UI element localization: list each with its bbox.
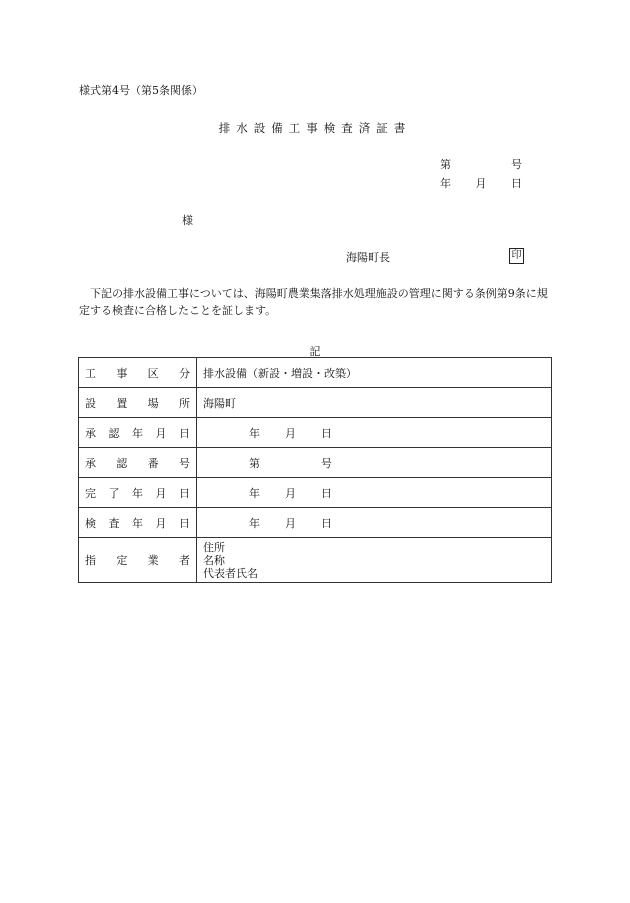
date-line [440, 174, 522, 193]
label-char: 月 [155, 426, 167, 440]
date-month: 月 [285, 486, 296, 500]
seal-mark: 印 [509, 248, 524, 264]
number-suffix: 号 [321, 456, 332, 470]
value-approval-number [197, 448, 552, 478]
label-location [79, 388, 197, 418]
number-prefix: 第 [440, 158, 451, 171]
label-char: 年 [132, 516, 143, 530]
table-row [79, 388, 552, 418]
label-char: 日 [179, 486, 190, 500]
label-char: 認 [108, 426, 120, 440]
label-char: 査 [108, 516, 120, 530]
label-char: 業 [147, 554, 159, 567]
certificate-number-date [440, 155, 522, 193]
label-construction-type [79, 358, 197, 388]
body-text: 下記の排水設備工事については、海陽町農業集落排水処理施設の管理に関する条例第9条に規定する検査に合格したことを証します。 [79, 287, 548, 317]
date-day: 日 [321, 486, 332, 500]
table-row [79, 448, 552, 478]
date-year: 年 [440, 177, 451, 190]
date-month: 月 [475, 177, 487, 190]
table-row [79, 478, 552, 508]
date-day: 日 [321, 426, 332, 440]
number-suffix: 号 [511, 158, 522, 171]
label-char: 者 [178, 554, 190, 567]
number-prefix: 第 [249, 456, 260, 470]
value-inspection-date [197, 508, 552, 538]
contractor-name-label: 名称 [203, 553, 225, 567]
label-char: 日 [179, 426, 190, 440]
label-char: 年 [132, 426, 143, 440]
value-construction-type: 排水設備（新設・増設・改築） [197, 358, 552, 388]
label-char: 工 [85, 366, 96, 380]
label-char: 完 [85, 486, 96, 500]
label-approval-date [79, 418, 197, 448]
table-row [79, 538, 552, 583]
value-approval-date [197, 418, 552, 448]
label-char: 指 [85, 554, 96, 567]
value-location: 海陽町 [197, 388, 552, 418]
contractor-address-label: 住所 [203, 540, 225, 554]
label-char: 検 [85, 516, 96, 530]
label-char: 事 [116, 366, 128, 380]
label-char: 了 [108, 486, 120, 500]
label-completion-date [79, 478, 197, 508]
label-char: 年 [132, 486, 143, 500]
label-approval-number [79, 448, 197, 478]
date-day: 日 [511, 177, 522, 190]
number-line [440, 155, 522, 174]
addressee: 様 [182, 214, 193, 227]
table-row [79, 418, 552, 448]
label-char: 月 [155, 516, 167, 530]
contractor-representative-label: 代表者氏名 [203, 566, 258, 580]
date-year: 年 [249, 426, 260, 440]
date-year: 年 [249, 486, 260, 500]
label-char: 承 [85, 426, 96, 440]
date-month: 月 [285, 426, 296, 440]
ki-heading: 記 [309, 345, 321, 358]
inspection-table [78, 357, 552, 583]
form-number: 様式第4号（第5条関係） [79, 84, 203, 97]
label-char: 承 [85, 456, 96, 470]
label-char: 月 [155, 486, 167, 500]
value-designated-contractor [197, 538, 552, 583]
table-row [79, 358, 552, 388]
label-designated-contractor [79, 538, 197, 583]
date-month: 月 [285, 516, 296, 530]
label-char: 号 [178, 456, 190, 470]
label-char: 日 [179, 516, 190, 530]
value-completion-date [197, 478, 552, 508]
date-year: 年 [249, 516, 260, 530]
date-day: 日 [321, 516, 332, 530]
label-char: 設 [85, 396, 96, 410]
label-char: 番 [147, 456, 159, 470]
table-row [79, 508, 552, 538]
label-char: 分 [178, 366, 190, 380]
label-char: 場 [147, 396, 159, 410]
document-title: 排水設備工事検査済証書 [218, 121, 412, 135]
label-inspection-date [79, 508, 197, 538]
label-char: 区 [147, 366, 159, 380]
issuer: 海陽町長 [346, 251, 390, 264]
label-char: 定 [116, 554, 128, 567]
label-char: 所 [178, 396, 190, 410]
label-char: 置 [116, 396, 128, 410]
label-char: 認 [116, 456, 128, 470]
